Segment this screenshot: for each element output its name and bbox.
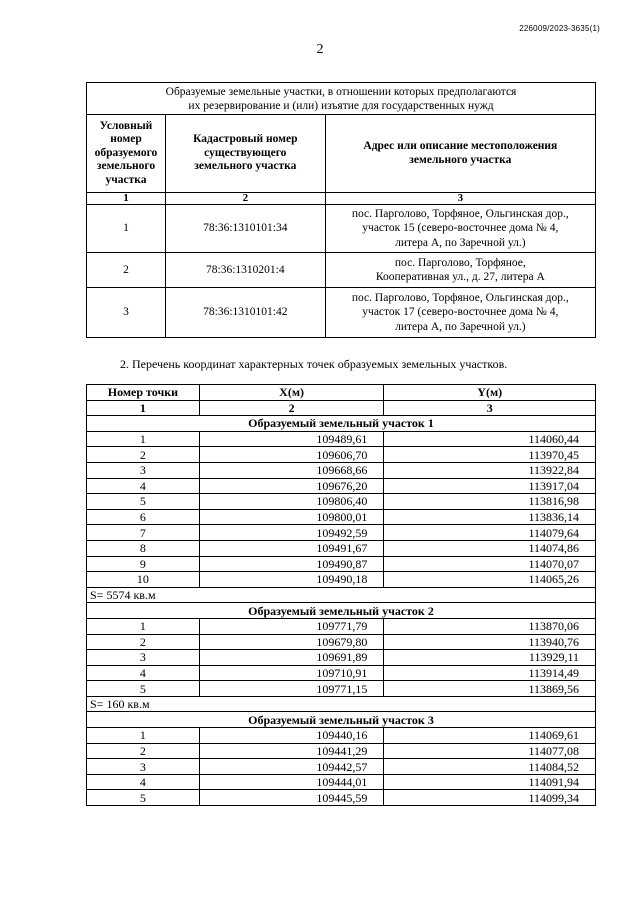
- point-number: 2: [87, 447, 200, 463]
- x-coordinate: 109490,18: [199, 572, 384, 588]
- plot-number: 1: [87, 205, 166, 253]
- cadastral-number: 78:36:1310101:34: [165, 205, 325, 253]
- address: пос. Парголово, Торфяное, Ольгинская дор., участок 17 (северо-восточнее дома № 4, литера А, по Заречной ул.): [325, 288, 595, 338]
- coordinates-table: [86, 384, 596, 806]
- x-coordinate: 109771,79: [199, 618, 384, 634]
- x-coordinate: 109679,80: [199, 634, 384, 650]
- x-coordinate: 109691,89: [199, 650, 384, 666]
- y-coordinate: 113929,11: [384, 650, 596, 666]
- x-coordinate: 109676,20: [199, 478, 384, 494]
- y-coordinate: 114074,86: [384, 540, 596, 556]
- column-number: 3: [384, 400, 596, 416]
- point-number: 4: [87, 478, 200, 494]
- table-row: [87, 650, 596, 666]
- y-coordinate: 113922,84: [384, 462, 596, 478]
- point-number: 3: [87, 650, 200, 666]
- header-cadastral-number: Кадастровый номер существующего земельного участка: [165, 115, 325, 193]
- table-row: [87, 525, 596, 541]
- x-coordinate: 109445,59: [199, 790, 384, 806]
- point-number: 6: [87, 509, 200, 525]
- x-coordinate: 109771,15: [199, 681, 384, 697]
- table-row: [87, 447, 596, 463]
- y-coordinate: 113869,56: [384, 681, 596, 697]
- plot-number: 2: [87, 253, 166, 288]
- x-coordinate: 109710,91: [199, 665, 384, 681]
- area-row: [87, 587, 596, 603]
- table-row: [87, 774, 596, 790]
- x-coordinate: 109441,29: [199, 743, 384, 759]
- x-coordinate: 109490,87: [199, 556, 384, 572]
- cadastral-number: 78:36:1310101:42: [165, 288, 325, 338]
- point-number: 5: [87, 681, 200, 697]
- point-number: 5: [87, 790, 200, 806]
- point-number: 3: [87, 759, 200, 775]
- plot-area: S= 5574 кв.м: [87, 587, 596, 603]
- point-number: 9: [87, 556, 200, 572]
- y-coordinate: 113917,04: [384, 478, 596, 494]
- point-number: 1: [87, 431, 200, 447]
- x-coordinate: 109444,01: [199, 774, 384, 790]
- title-line-2: их резервирование и (или) изъятие для государственных нужд: [188, 99, 494, 112]
- x-coordinate: 109440,16: [199, 728, 384, 744]
- document-number: 226009/2023-3635(1): [519, 24, 600, 33]
- table-row: [87, 494, 596, 510]
- table-row: [87, 556, 596, 572]
- column-number: 2: [199, 400, 384, 416]
- point-number: 2: [87, 743, 200, 759]
- header-x: X(м): [199, 385, 384, 401]
- coordinates-body: [87, 416, 596, 806]
- y-coordinate: 113816,98: [384, 494, 596, 510]
- plot-title: Образуемый земельный участок 1: [87, 416, 596, 432]
- cadastral-number: 78:36:1310201:4: [165, 253, 325, 288]
- table-row: [87, 572, 596, 588]
- area-row: [87, 696, 596, 712]
- column-number: 1: [87, 193, 166, 205]
- x-coordinate: 109668,66: [199, 462, 384, 478]
- x-coordinate: 109491,67: [199, 540, 384, 556]
- table-row: [87, 743, 596, 759]
- x-coordinate: 109442,57: [199, 759, 384, 775]
- table-row: [87, 253, 596, 288]
- header-y: Y(м): [384, 385, 596, 401]
- y-coordinate: 113836,14: [384, 509, 596, 525]
- section-2-heading: 2. Перечень координат характерных точек образуемых земельных участков.: [120, 357, 508, 371]
- y-coordinate: 113870,06: [384, 618, 596, 634]
- table-row: [87, 540, 596, 556]
- y-coordinate: 114079,64: [384, 525, 596, 541]
- y-coordinate: 114084,52: [384, 759, 596, 775]
- point-number: 4: [87, 774, 200, 790]
- y-coordinate: 114091,94: [384, 774, 596, 790]
- header-point-number: Номер точки: [87, 385, 200, 401]
- page-number: 2: [316, 42, 324, 57]
- point-number: 1: [87, 728, 200, 744]
- x-coordinate: 109606,70: [199, 447, 384, 463]
- header-plot-number: Условный номер образуемого земельного участка: [87, 115, 166, 193]
- y-coordinate: 114099,34: [384, 790, 596, 806]
- y-coordinate: 114069,61: [384, 728, 596, 744]
- plot-title: Образуемый земельный участок 3: [87, 712, 596, 728]
- plot-title: Образуемый земельный участок 2: [87, 603, 596, 619]
- point-number: 1: [87, 618, 200, 634]
- y-coordinate: 113914,49: [384, 665, 596, 681]
- point-number: 7: [87, 525, 200, 541]
- plot-area: S= 160 кв.м: [87, 696, 596, 712]
- title-line-1: Образуемые земельные участки, в отношении которых предполагаются: [165, 85, 517, 98]
- x-coordinate: 109806,40: [199, 494, 384, 510]
- table-row: [87, 790, 596, 806]
- table-row: [87, 634, 596, 650]
- y-coordinate: 114065,26: [384, 572, 596, 588]
- x-coordinate: 109492,59: [199, 525, 384, 541]
- plot-title-row: [87, 603, 596, 619]
- table-row: [87, 462, 596, 478]
- table-row: [87, 509, 596, 525]
- column-number: 2: [165, 193, 325, 205]
- y-coordinate: 114070,07: [384, 556, 596, 572]
- x-coordinate: 109800,01: [199, 509, 384, 525]
- table-row: [87, 681, 596, 697]
- land-plots-table: [86, 82, 596, 338]
- table-row: [87, 618, 596, 634]
- y-coordinate: 113940,76: [384, 634, 596, 650]
- point-number: 5: [87, 494, 200, 510]
- table-row: [87, 205, 596, 253]
- point-number: 8: [87, 540, 200, 556]
- x-coordinate: 109489,61: [199, 431, 384, 447]
- point-number: 4: [87, 665, 200, 681]
- table-row: [87, 431, 596, 447]
- address: пос. Парголово, Торфяное, Кооперативная ул., д. 27, литера А: [325, 253, 595, 288]
- column-number: 3: [325, 193, 595, 205]
- table-row: [87, 478, 596, 494]
- y-coordinate: 114060,44: [384, 431, 596, 447]
- point-number: 3: [87, 462, 200, 478]
- y-coordinate: 114077,08: [384, 743, 596, 759]
- table-row: [87, 288, 596, 338]
- column-number: 1: [87, 400, 200, 416]
- y-coordinate: 113970,45: [384, 447, 596, 463]
- point-number: 10: [87, 572, 200, 588]
- table-row: [87, 665, 596, 681]
- plot-title-row: [87, 416, 596, 432]
- table-row: [87, 728, 596, 744]
- plot-title-row: [87, 712, 596, 728]
- point-number: 2: [87, 634, 200, 650]
- plot-number: 3: [87, 288, 166, 338]
- address: пос. Парголово, Торфяное, Ольгинская дор., участок 15 (северо-восточнее дома № 4, литера А, по Заречной ул.): [325, 205, 595, 253]
- land-plots-table-title: [87, 83, 596, 115]
- header-address: Адрес или описание местоположения земельного участка: [325, 115, 595, 193]
- table-row: [87, 759, 596, 775]
